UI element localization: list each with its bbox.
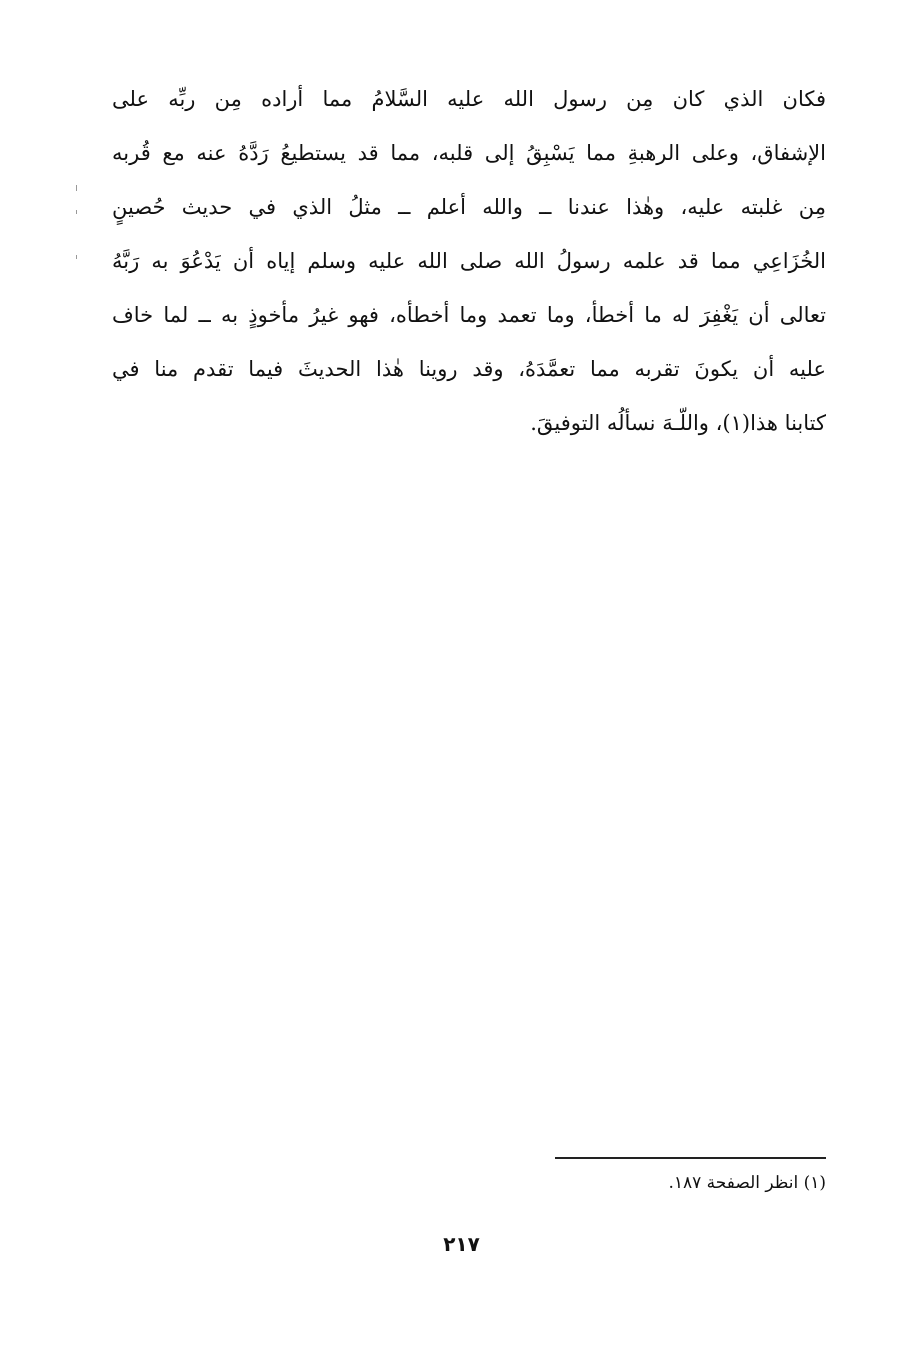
text-line: الخُزَاعِي مما قد علمه رسولُ الله صلى الله عليه وسلم إياه أن يَدْعُوَ به رَبَّهُ: [112, 249, 826, 273]
text-line: مِن غلبته عليه، وهٰذا عندنا ــ والله أعلم ــ مثلُ الذي في حديث حُصينٍ: [112, 195, 826, 219]
margin-mark: [76, 185, 77, 191]
margin-mark: [76, 255, 77, 259]
text-line: كتابنا هذا(١)، واللّـهَ نسألُه التوفيقَ.: [530, 411, 826, 435]
text-line: فكان الذي كان مِن رسول الله عليه السَّلامُ مما أراده مِن ربِّه على: [112, 87, 826, 111]
text-line: الإشفاق، وعلى الرهبةِ مما يَسْبِقُ إلى قلبه، مما قد يستطيعُ رَدَّهُ عنه مع قُربه: [112, 141, 826, 165]
page-number: ٢١٧: [443, 1232, 480, 1256]
footnote-separator: [555, 1157, 826, 1159]
text-line: تعالى أن يَغْفِرَ له ما أخطأ، وما تعمد وما أخطأه، فهو غيرُ مأخوذٍ به ــ لما خاف: [112, 303, 826, 327]
margin-mark: [76, 210, 77, 214]
footnote: (١) انظر الصفحة ١٨٧.: [668, 1173, 826, 1193]
text-line: عليه أن يكونَ تقربه مما تعمَّدَهُ، وقد روينا هٰذا الحديثَ فيما تقدم منا في: [112, 357, 826, 381]
main-text: [112, 72, 826, 450]
